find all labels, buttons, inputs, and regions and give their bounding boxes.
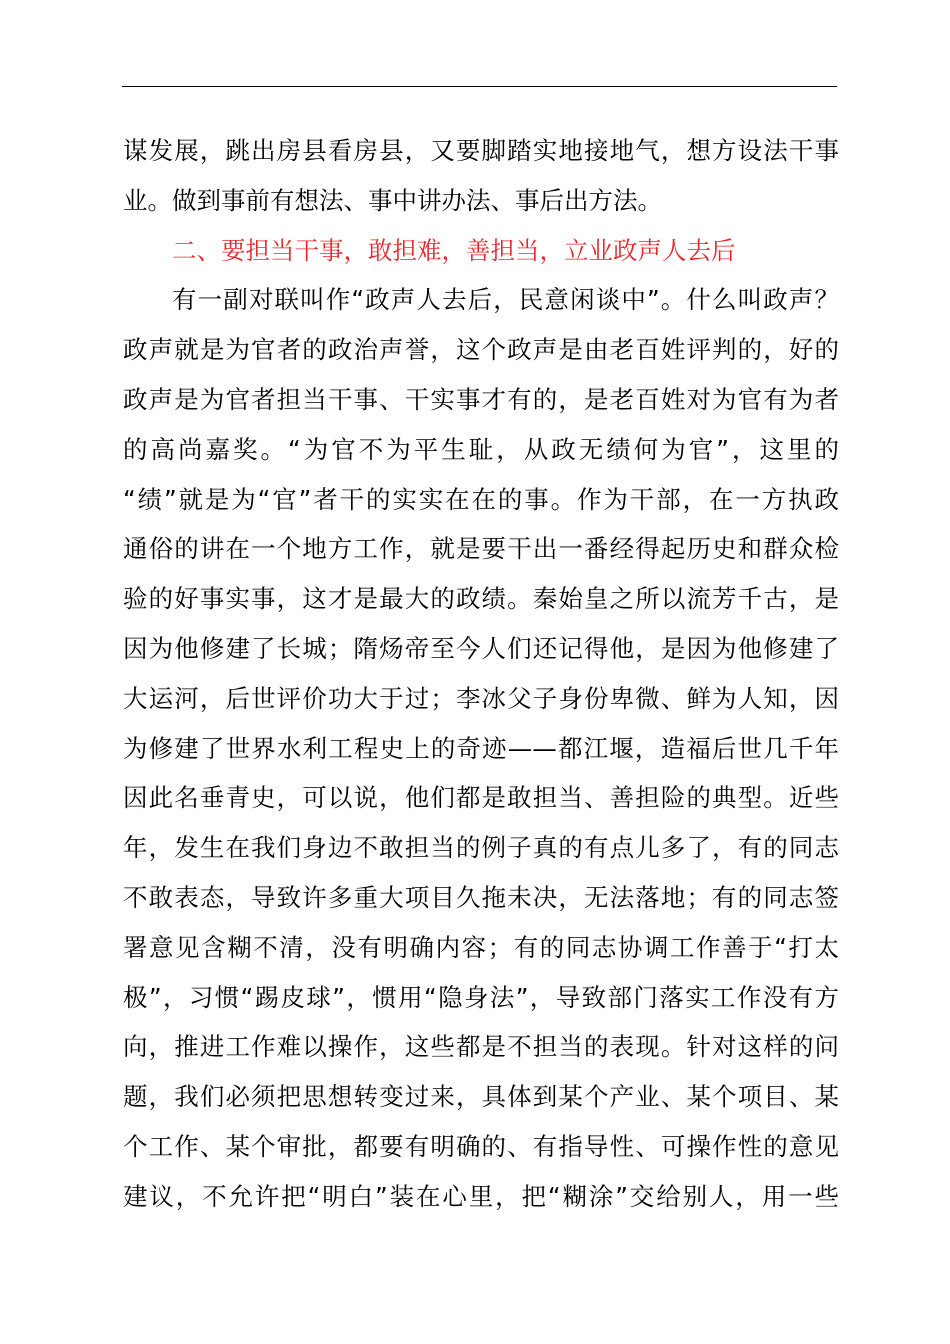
header-rule bbox=[122, 86, 837, 87]
section-heading: 二、要担当干事，敢担难，善担当，立业政声人去后 bbox=[172, 235, 736, 265]
paragraph-2-line: 政声是为官者担当干事、干实事才有的，是老百姓对为官有为者 bbox=[123, 384, 839, 414]
document-body bbox=[123, 126, 839, 1222]
paragraph-2-line: 个工作、某个审批，都要有明确的、有指导性、可操作性的意见 bbox=[123, 1131, 839, 1161]
paragraph-2-line: 有一副对联叫作“政声人去后，民意闲谈中”。什么叫政声？ bbox=[172, 285, 839, 315]
paragraph-2-line: 的高尚嘉奖。“为官不为平生耻，从政无绩何为官”，这里的 bbox=[123, 434, 839, 464]
paragraph-2-line: 极”，习惯“踢皮球”，惯用“隐身法”，导致部门落实工作没有方 bbox=[123, 982, 839, 1012]
paragraph-2-line: 政声就是为官者的政治声誉，这个政声是由老百姓评判的，好的 bbox=[123, 335, 839, 365]
paragraph-2-line: 年，发生在我们身边不敢担当的例子真的有点儿多了，有的同志 bbox=[123, 833, 839, 863]
paragraph-2-line: 题，我们必须把思想转变过来，具体到某个产业、某个项目、某 bbox=[123, 1082, 839, 1112]
paragraph-2-line: “绩”就是为“官”者干的实实在在的事。作为干部，在一方执政 bbox=[123, 484, 839, 514]
paragraph-1-line: 谋发展，跳出房县看房县，又要脚踏实地接地气，想方设法干事 bbox=[123, 136, 839, 165]
paragraph-2-line: 因此名垂青史，可以说，他们都是敢担当、善担险的典型。近些 bbox=[123, 783, 839, 813]
paragraph-2-line: 大运河，后世评价功大于过；李冰父子身份卑微、鲜为人知，因 bbox=[123, 683, 839, 713]
paragraph-2-line: 验的好事实事，这才是最大的政绩。秦始皇之所以流芳千古，是 bbox=[123, 584, 839, 614]
paragraph-2-line: 建议，不允许把“明白”装在心里，把“糊涂”交给别人，用一些 bbox=[123, 1181, 839, 1211]
paragraph-2-line: 不敢表态，导致许多重大项目久拖未决，无法落地；有的同志签 bbox=[123, 882, 839, 912]
paragraph-1-line: 业。做到事前有想法、事中讲办法、事后出方法。 bbox=[123, 185, 662, 215]
paragraph-2-line: 为修建了世界水利工程史上的奇迹——都江堰，造福后世几千年 bbox=[123, 733, 839, 763]
paragraph-2-line: 署意见含糊不清，没有明确内容；有的同志协调工作善于“打太 bbox=[123, 932, 839, 962]
paragraph-2-line: 通俗的讲在一个地方工作，就是要干出一番经得起历史和群众检 bbox=[123, 534, 839, 564]
paragraph-2-line: 因为他修建了长城；隋炀帝至今人们还记得他，是因为他修建了 bbox=[123, 633, 839, 663]
paragraph-2-line: 向，推进工作难以操作，这些都是不担当的表现。针对这样的问 bbox=[123, 1032, 839, 1062]
